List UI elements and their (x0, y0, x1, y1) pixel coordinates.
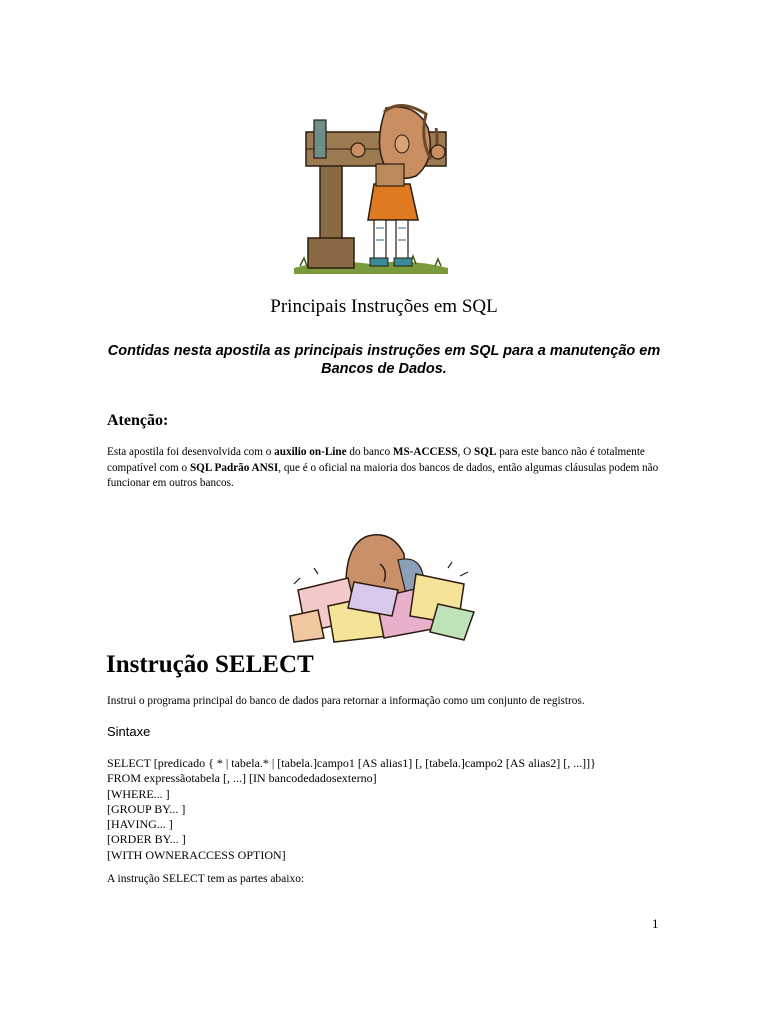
attention-bold-2: MS-ACCESS (392, 446, 458, 458)
syntax-line: [WHERE... ] (107, 786, 170, 801)
section-description: Instrui o programa principal do banco de dados para retornar a informação como um conjunto de registros. (107, 695, 585, 707)
syntax-label: Sintaxe (107, 724, 151, 739)
attention-bold-1: auxilio on-Line (274, 446, 347, 458)
papers-clipart (288, 524, 478, 644)
document-subtitle: Contidas nesta apostila as principais instruções em SQL para a manutenção em Bancos de Dados. (107, 343, 661, 377)
syntax-line: FROM expressãotabela [, ...] [IN bancodedadosexterno] (107, 771, 377, 786)
attention-bold-4: SQL Padrão ANSI (189, 461, 279, 474)
syntax-line: [GROUP BY... ] (107, 801, 186, 816)
attention-bold-3: SQL (474, 446, 497, 458)
syntax-line: [WITH OWNERACCESS OPTION] (107, 847, 286, 862)
syntax-line: [ORDER BY... ] (107, 832, 186, 847)
document-title: Principais Instruções em SQL (270, 296, 498, 317)
attention-heading: Atenção: (107, 412, 169, 429)
syntax-block (107, 756, 596, 863)
page-number: 1 (652, 916, 659, 931)
parts-intro: A instrução SELECT tem as partes abaixo: (107, 873, 305, 885)
attention-text-1: Esta apostila foi desenvolvida com o (107, 446, 275, 458)
attention-text-3: , O (457, 446, 475, 458)
attention-text-5: , que é o oficial na maioria dos bancos de dados, então algumas cláusulas podem não funcionar em outros bancos. (107, 461, 659, 489)
attention-text-2: do banco (346, 446, 393, 458)
pillory-clipart (290, 98, 452, 276)
section-title: Instrução SELECT (106, 651, 314, 678)
syntax-line: [HAVING... ] (107, 817, 173, 832)
attention-paragraph (107, 445, 665, 492)
attention-text-4: para este banco não é totalmente compatível com o (107, 446, 645, 474)
syntax-line: SELECT [predicado { * | tabela.* | [tabela.]campo1 [AS alias1] [, [tabela.]campo2 [AS alias2] [, ...]]} (107, 756, 596, 770)
